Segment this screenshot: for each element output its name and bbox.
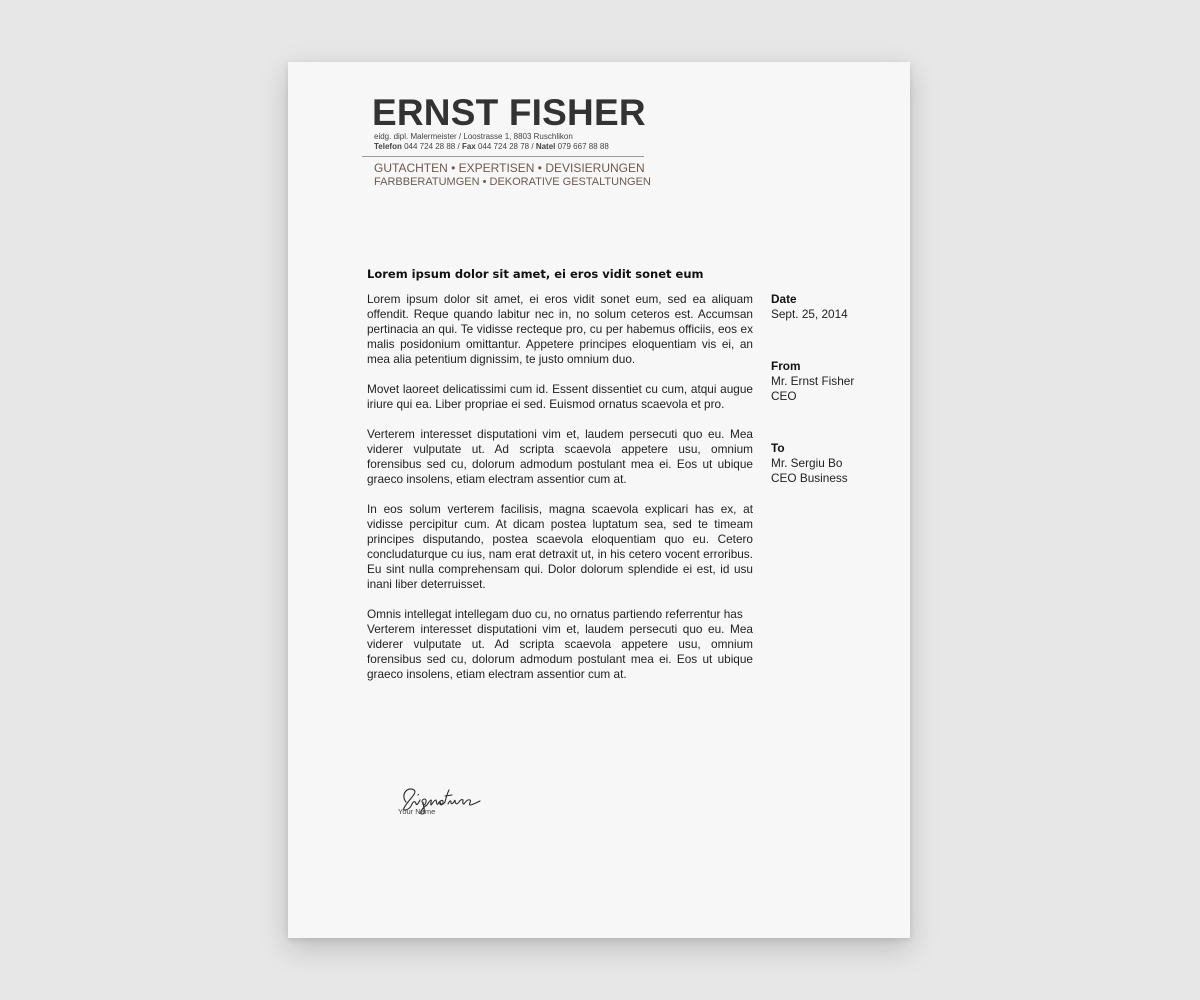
letter-page xyxy=(288,62,910,938)
from-block xyxy=(771,359,891,404)
to-name: Mr. Sergiu Bo xyxy=(771,456,843,470)
from-label: From xyxy=(771,359,801,373)
letterhead xyxy=(362,92,651,189)
to-title: CEO Business xyxy=(771,471,848,485)
date-label: Date xyxy=(771,292,797,306)
fax-number: 044 724 28 78 xyxy=(477,142,530,151)
body-paragraph: Omnis intellegat intellegam duo cu, no ornatus partiendo referrentur has xyxy=(367,607,743,621)
mobile-number: 079 667 88 88 xyxy=(557,142,609,151)
phone-label: Telefon xyxy=(374,142,402,151)
to-block xyxy=(771,441,891,486)
from-title: CEO xyxy=(771,389,797,403)
letter-subject: Lorem ipsum dolor sit amet, ei eros vidit sonet eum xyxy=(367,267,704,281)
to-label: To xyxy=(771,441,785,455)
fax-label: Fax xyxy=(461,142,476,151)
company-name: ERNST FISHER xyxy=(372,92,646,133)
body-paragraph: Lorem ipsum dolor sit amet, ei eros vidit sonet eum, sed ea aliquam offendit. Reque quando labitur nec in, no solum ceteros est. Accumsan pertinacia an qui. Te vidisse recteque pro, cu per habemus officiis, eos ex malis posidonium omittantur. Appetere principes eloquentiam vis ei, an mea alia petentium dignissim, te justo omnium duo. xyxy=(367,292,753,366)
header-divider xyxy=(362,156,644,157)
services-line-2: FARBBERATUMGEN • DEKORATIVE GESTALTUNGEN xyxy=(374,176,651,188)
letter-body xyxy=(367,292,753,697)
letter-meta xyxy=(771,292,891,523)
body-paragraph: Verterem interesset disputationi vim et, laudem persecuti quo eu. Mea viderer vulputate ut. Ad scripta scaevola appetere usu, omnium forensibus sed cu, dolorum admodum postulant mea ei. Eos ut ubique graeco insolens, etiam electram assentior cum at. xyxy=(367,622,753,681)
signature-name: Your Name xyxy=(398,807,436,816)
phone-number: 044 724 28 88 xyxy=(404,142,456,151)
date-value: Sept. 25, 2014 xyxy=(771,307,848,321)
services-line-1: GUTACHTEN • EXPERTISEN • DEVISIERUNGEN xyxy=(374,161,645,175)
contact-line: Telefon 044 724 28 88 / Fax 044 724 28 78 / Natel 079 667 88 88 xyxy=(374,142,609,151)
mobile-label: Natel xyxy=(535,142,556,151)
body-paragraph: In eos solum verterem facilisis, magna scaevola explicari has ex, at vidisse percipitur cum. At dicam postea luptatum sea, sed te timeam principes disputando, postea scaevola eloquentiam quo eu. Cetero concludaturque cu ius, nam erat detraxit ut, in his cetero vocent erroribus. Eu sint nulla comprehensam qui. Dolor dolorum splendide ei est, id usu inani liber deterruisset. xyxy=(367,502,753,591)
from-name: Mr. Ernst Fisher xyxy=(771,374,855,388)
address-line: eidg. dipl. Malermeister / Loostrasse 1, 8803 Ruschlikon xyxy=(374,132,573,141)
body-paragraph: Verterem interesset disputationi vim et, laudem persecuti quo eu. Mea viderer vulputate ut. Ad scripta scaevola appetere usu, omnium forensibus sed cu, dolorum admodum postulant mea ei. Eos ut ubique graeco insolens, etiam electram assentior cum at. xyxy=(367,427,753,486)
date-block xyxy=(771,292,891,322)
body-paragraph: Movet laoreet delicatissimi cum id. Essent dissentiet cu cum, atqui augue iriure qui ea. Liber propriae ei sed. Euismod ornatus scaevola et pro. xyxy=(367,382,753,411)
